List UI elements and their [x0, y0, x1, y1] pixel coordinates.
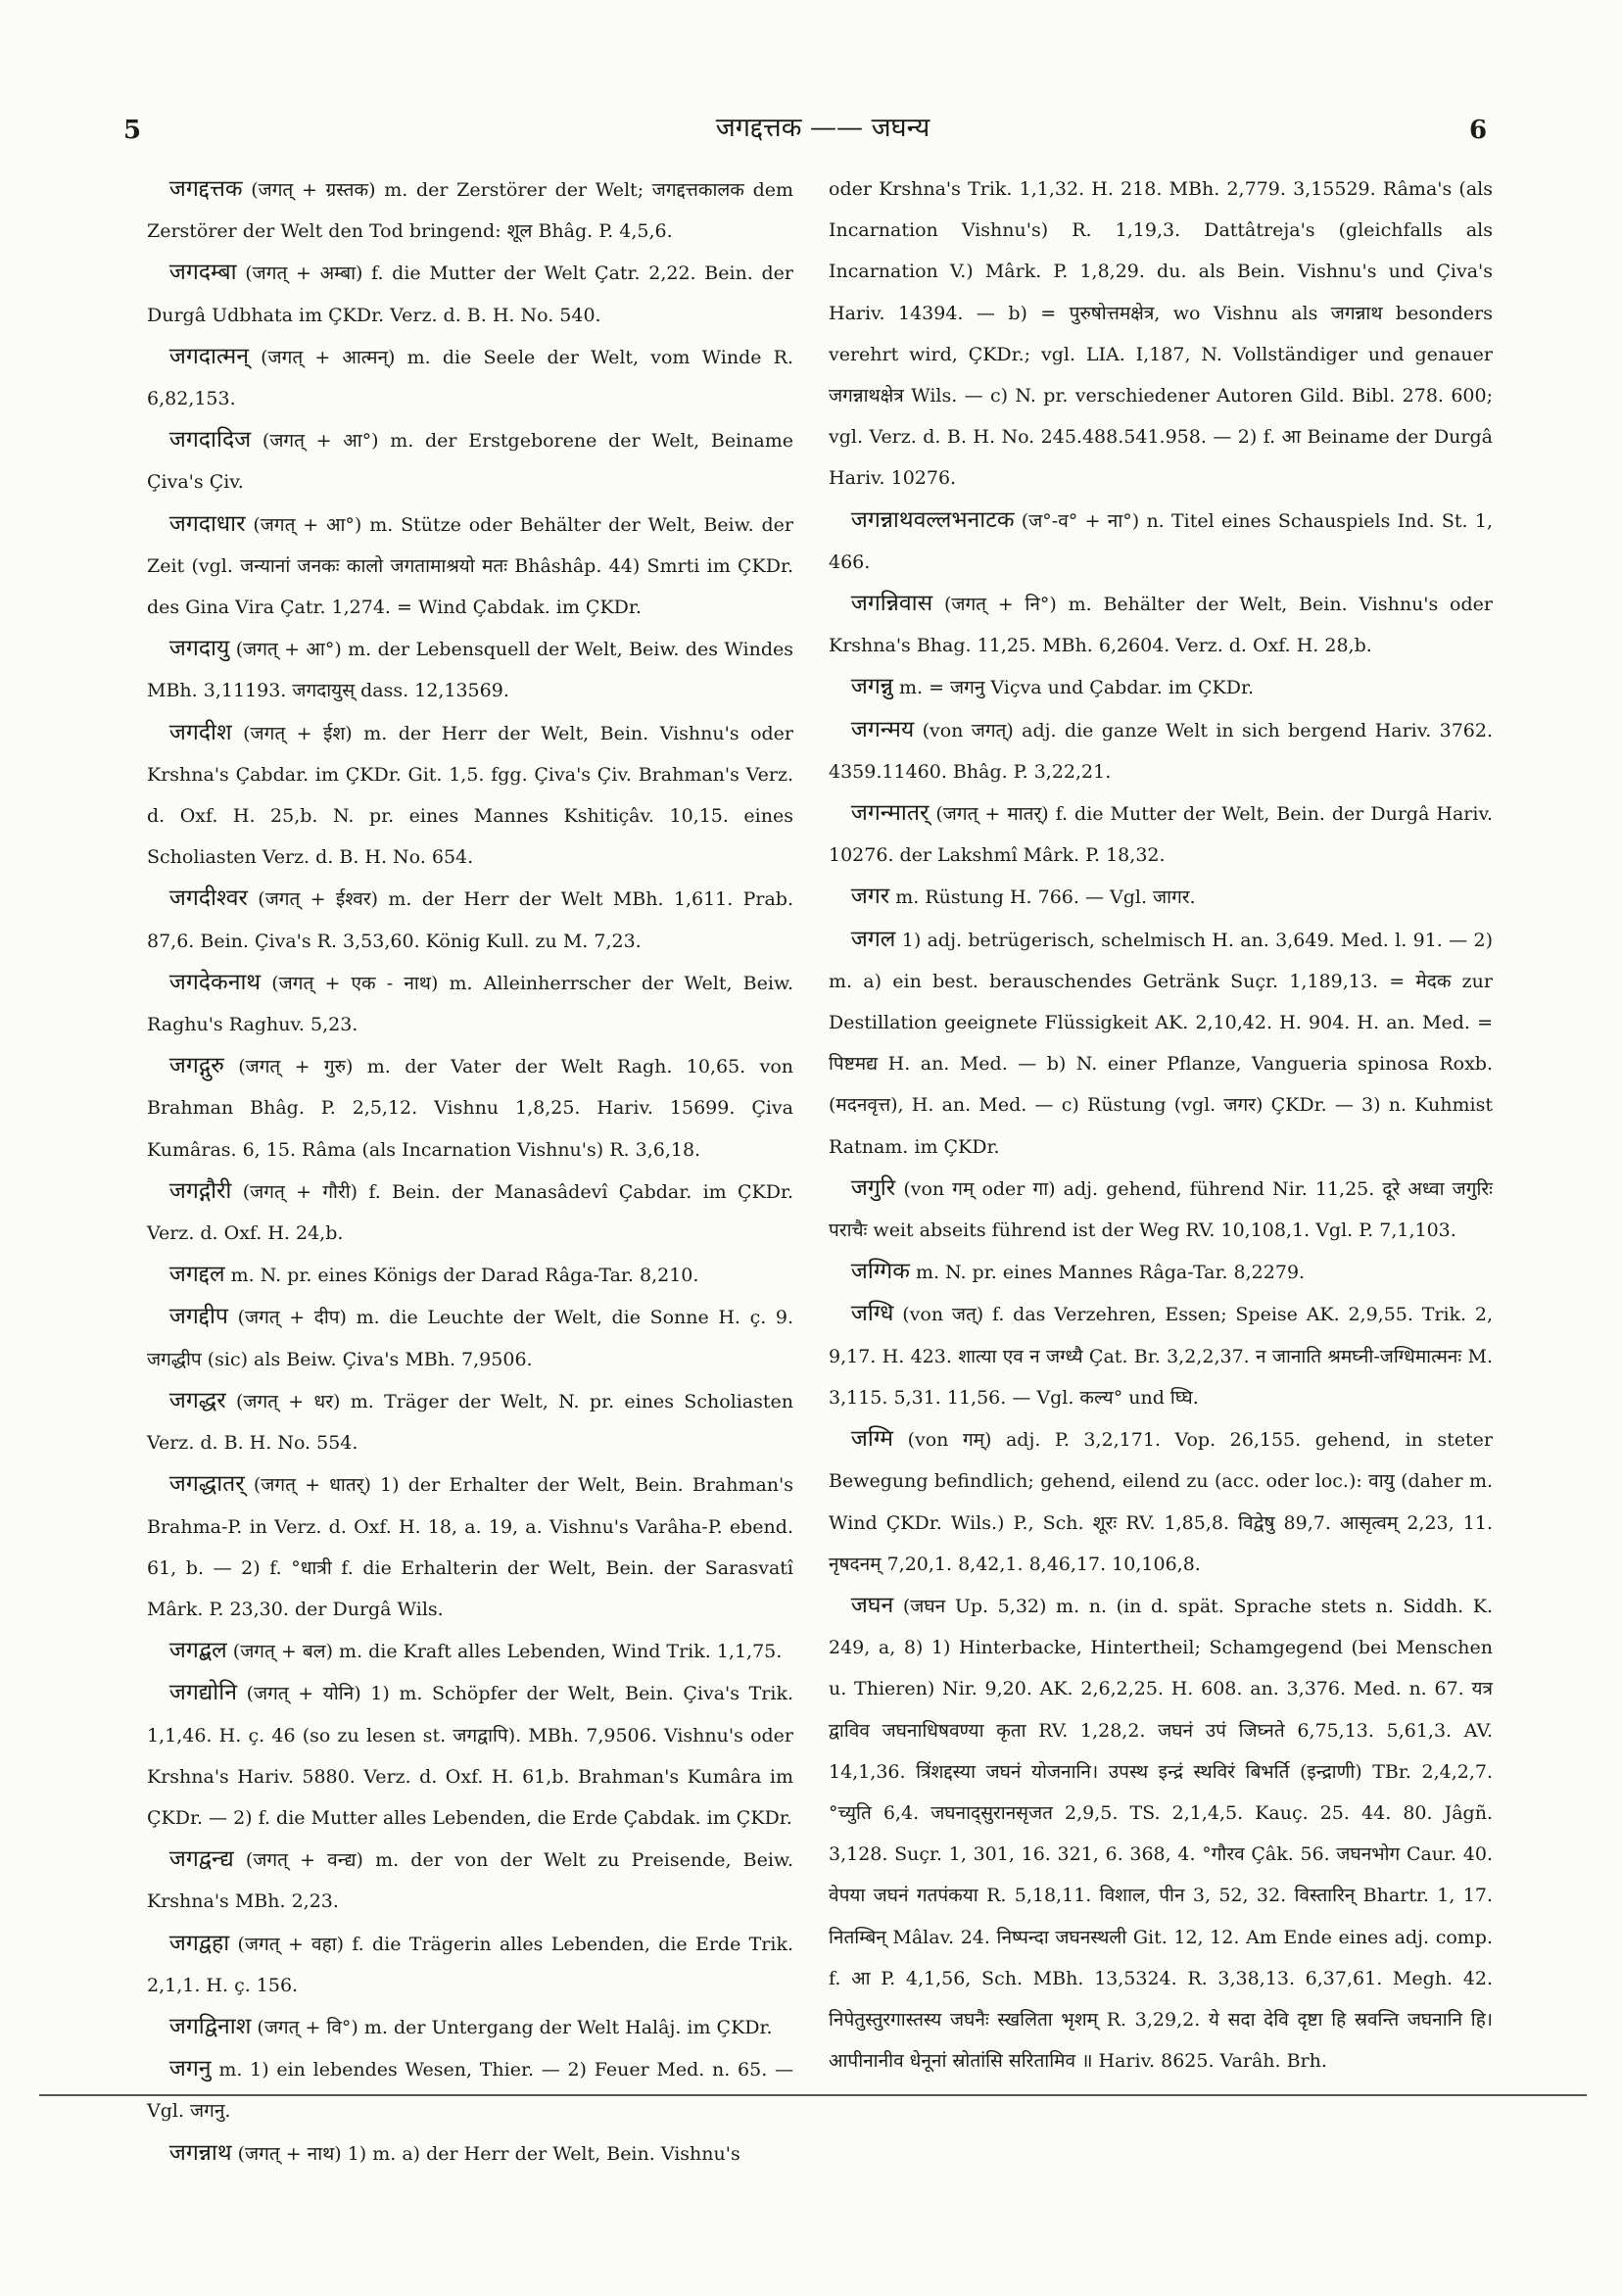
dictionary-entry	[147, 1171, 793, 1254]
entry-definition: (जगत् + गुरु) m. der Vater der Welt Ragh. 10,65. von Brahman Bhâg. P. 2,5,12. Vishnu 1,8,25. Hariv. 15699. Çiva Kumâras. 6, 15. Râma (als Incarnation Vishnu's) R. 3,6,18.	[147, 1056, 793, 1161]
entry-headword: जगन्नाथवल्लभनाटक	[850, 506, 1015, 533]
entry-definition: m. = जगनु Viçva und Çabdar. im ÇKDr.	[898, 677, 1255, 699]
dictionary-entry	[147, 419, 793, 502]
dictionary-entry	[829, 1418, 1493, 1585]
entry-headword: जगदादिज	[168, 427, 252, 454]
right-page-number: 6	[1469, 116, 1488, 145]
bottom-rule	[39, 2094, 1587, 2096]
entry-definition: (जगत् + धर) m. Träger der Welt, N. pr. eines Scholiasten Verz. d. B. H. No. 554.	[147, 1390, 793, 1455]
entry-headword: जगद्वहा	[168, 1930, 230, 1956]
entry-definition: (जगत् + आ°) m. Stütze oder Behälter der Welt, Beiw. der Zeit (vgl. जन्यानां जनकः कालो जगतामाश्रयो मतः Bhâshâp. 44) Smrti im ÇKDr. des Gina Vira Çatr. 1,274. = Wind Çabdak. im ÇKDr.	[147, 513, 793, 619]
entry-headword: जगन्मातर्	[850, 800, 930, 827]
entry-headword: जगन्नाथ	[168, 2139, 232, 2166]
entry-definition: (जगत् + वहा) f. die Trägerin alles Lebenden, die Erde Trik. 2,1,1. H. ç. 156.	[147, 1933, 793, 1996]
entry-headword: जगर	[850, 884, 890, 910]
entry-headword: जग्धि	[850, 1301, 894, 1327]
dictionary-entry	[147, 1380, 793, 1463]
entry-definition: (जगत् + ईश्वर) m. der Herr der Welt MBh. 1,611. Prab. 87,6. Bein. Çiva's R. 3,53,60. König Kull. zu M. 7,23.	[147, 888, 793, 952]
dictionary-entry	[829, 919, 1493, 1168]
entry-definition: (जगत् + अम्बा) f. die Mutter der Welt Çatr. 2,22. Bein. der Durgâ Udbhata im ÇKDr. Verz. d. B. H. No. 540.	[147, 263, 793, 326]
entry-headword: जगन्निवास	[850, 591, 933, 617]
left-page-number: 5	[123, 116, 142, 145]
dictionary-entry	[829, 876, 1493, 918]
entry-definition: (जगत् + धातर्) 1) der Erhalter der Welt, Bein. Brahman's Brahma-P. in Verz. d. Oxf. H. 18, a. 19, a. Vishnu's Varâha-P. ebend. 61, b. — 2) f. °धात्री f. die Erhalterin der Welt, Bein. der Sarasvatî Mârk. P. 23,30. der Durgâ Wils.	[147, 1474, 793, 1620]
dictionary-entry	[147, 1045, 793, 1171]
entry-headword: जग्मि	[850, 1426, 894, 1453]
entry-headword: जगदम्बा	[168, 260, 237, 286]
entry-definition: m. Rüstung H. 766. — Vgl. जागर.	[895, 886, 1196, 909]
entry-headword: जगनु	[168, 2056, 212, 2082]
entry-headword: जगद्दीप	[168, 1304, 228, 1330]
entry-headword: जगद्धर	[168, 1387, 226, 1413]
dictionary-entry	[829, 1585, 1493, 2081]
entry-definition: (जगत् + गौरी) f. Bein. der Manasâdevî Çabdar. im ÇKDr. Verz. d. Oxf. H. 24,b.	[147, 1180, 793, 1245]
entry-definition: (जगत् + वन्द्य) m. der von der Welt zu Preisende, Beiw. Krshna's MBh. 2,23.	[147, 1849, 793, 1913]
entry-headword: जगदाधार	[168, 510, 246, 537]
entry-definition: (जगत् + मातर्) f. die Mutter der Welt, Bein. der Durgâ Hariv. 10276. der Lakshmî Mârk. P. 18,32.	[829, 803, 1493, 867]
dictionary-entry	[147, 1463, 793, 1630]
entry-definition: (जगत् + आत्मन्) m. die Seele der Welt, vom Winde R. 6,82,153.	[147, 346, 793, 410]
entry-headword: जगदात्मन्	[168, 343, 249, 369]
dictionary-entry	[147, 336, 793, 419]
entry-definition: (von गम् oder गा) adj. gehend, führend Nir. 11,25. दूरे अध्वा जगुरिः पराचैः weit abseits führend ist der Weg RV. 10,108,1. Vgl. P. 7,1,103.	[829, 1177, 1493, 1242]
dictionary-entry	[829, 1251, 1493, 1293]
entry-headword: जगदीश्वर	[168, 885, 248, 912]
entry-headword: जगदेकनाथ	[168, 969, 262, 995]
entry-headword: जगद्बल	[168, 1638, 227, 1664]
dictionary-entry	[147, 1254, 793, 1296]
entry-definition: (जगत् + दीप) m. die Leuchte der Welt, die Sonne H. ç. 9. जगद्धीप (sic) als Beiw. Çiva's MBh. 7,9506.	[147, 1307, 793, 1370]
entry-definition: (जगत् + नाथ) 1) m. a) der Herr der Welt, Bein. Vishnu's	[237, 2142, 740, 2165]
dictionary-entry	[147, 2132, 793, 2175]
entry-definition: m. N. pr. eines Mannes Râga-Tar. 8,2279.	[915, 1262, 1306, 1284]
dictionary-entry	[147, 1296, 793, 1379]
dictionary-entry	[147, 962, 793, 1045]
dictionary-entry	[147, 168, 793, 252]
left-column	[147, 168, 793, 2175]
dictionary-entry	[147, 878, 793, 961]
dictionary-entry	[147, 628, 793, 711]
entry-definition: (जगत् + नि°) m. Behälter der Welt, Bein. Vishnu's oder Krshna's Bhag. 11,25. MBh. 6,2604. Verz. d. Oxf. H. 28,b.	[829, 594, 1493, 657]
entry-definition: (जघन Up. 5,32) m. n. (in d. spät. Sprache stets n. Siddh. K. 249, a, 8) 1) Hinterbacke, Hintertheil; Schamgegend (bei Menschen u. Thieren) Nir. 9,20. AK. 2,6,2,25. H. 608. an. 3,376. Med. n. 67. यत्र द्वाविव जघनाधिषवण्या कृता RV. 1,28,2. जघनं उपं जिघ्नते 6,75,13. 5,61,3. AV. 14,1,36. त्रिंशद्दस्या जघनं योजनानि। उपस्थ इन्द्रं स्थविरं बिभर्ति (इन्द्राणी) TBr. 2,4,2,7. °च्युति 6,4. जघनाद्सुरानसृजत 2,9,5. TS. 2,1,4,5. Kauç. 25. 44. 80. Jâgñ. 3,128. Suçr. 1, 301, 16. 321, 6. 368, 4. °गौरव Çâk. 56. जघनभोग Caur. 40. वेपया जघनं गतपंकया R. 5,18,11. विशाल, पीन 3, 52, 32. विस्तारिन् Bhartr. 1, 17. नितम्बिन् Mâlav. 24. निष्पन्दा जघनस्थली Git. 12, 12. Am Ende eines adj. comp. f. आ P. 4,1,56, Sch. MBh. 13,5324. R. 3,38,13. 6,37,61. Megh. 42. निपेतुस्तुरगास्तस्य जघनैः स्खलिता भृशम् R. 3,29,2. ये सदा देवि दृष्टा हि स्रवन्ति जघनानि हि। आपीनानीव धेनूनां स्रोतांसि सरितामिव ॥ Hariv. 8625. Varâh. Brh.	[829, 1595, 1493, 2073]
entry-definition: (von जत्) f. das Verzehren, Essen; Speise AK. 2,9,55. Trik. 2, 9,17. H. 423. शात्या एव न जग्ध्यै Çat. Br. 3,2,2,37. न जानाति श्रमघ्नी-जग्धिमात्मनः M. 3,115. 5,31. 11,56. — Vgl. कल्य° und घ्घि.	[829, 1304, 1493, 1409]
entry-definition: (जगत् + बल) m. die Kraft alles Lebenden, Wind Trik. 1,1,75.	[232, 1641, 783, 1663]
entry-headword: जगद्विनाश	[168, 2013, 252, 2039]
dictionary-entry	[829, 792, 1493, 876]
entry-definition: m. 1) ein lebendes Wesen, Thier. — 2) Feuer Med. n. 65. — Vgl. जगनु.	[147, 2059, 793, 2123]
dictionary-entry	[147, 712, 793, 879]
entry-headword: जगदीश	[168, 719, 232, 745]
dictionary-entry	[829, 1168, 1493, 1251]
entry-headword: जग्गिक	[850, 1259, 910, 1285]
dictionary-entry	[829, 168, 1493, 500]
entry-definition: (जगत् + एक - नाथ) m. Alleinherrscher der Welt, Beiw. Raghu's Raghuv. 5,23.	[147, 972, 793, 1036]
entry-definition: (जगत् + योनि) 1) m. Schöpfer der Welt, Bein. Çiva's Trik. 1,1,46. H. ç. 46 (so zu lesen st. जगद्वापि). MBh. 7,9506. Vishnu's oder Krshna's Hariv. 5880. Verz. d. Oxf. H. 61,b. Brahman's Kumâra im ÇKDr. — 2) f. die Mutter alles Lebenden, die Erde Çabdak. im ÇKDr.	[147, 1683, 793, 1829]
dictionary-entry	[147, 1839, 793, 1922]
dictionary-entry	[829, 500, 1493, 583]
entry-headword: जगद्योनि	[168, 1680, 237, 1706]
entry-headword: जगद्गौरी	[168, 1177, 232, 1204]
entry-definition: oder Krshna's Trik. 1,1,32. H. 218. MBh. 2,779. 3,15529. Râma's (als Incarnation Vishnu's) R. 1,19,3. Dattâtreja's (gleichfalls als Incarnation V.) Mârk. P. 1,8,29. du. als Bein. Vishnu's und Çiva's Hariv. 14394. — b) = पुरुषोत्तमक्षेत्र, wo Vishnu als जगन्नाथ besonders verehrt wird, ÇKDr.; vgl. LIA. I,187, N. Vollständiger und genauer जगन्नाथक्षेत्र Wils. — c) N. pr. verschiedener Autoren Gild. Bibl. 278. 600; vgl. Verz. d. B. H. No. 245.488.541.958. — 2) f. आ Beiname der Durgâ Hariv. 10276.	[829, 178, 1493, 490]
entry-definition: (von जगत्) adj. die ganze Welt in sich bergend Hariv. 3762. 4359.11460. Bhâg. P. 3,22,21.	[829, 719, 1494, 783]
entry-headword: जगद्दत्तक	[168, 176, 243, 202]
right-column	[829, 168, 1493, 2081]
entry-headword: जगुरि	[850, 1174, 896, 1201]
entry-definition: (जगत् + आ°) m. der Erstgeborene der Welt, Beiname Çiva's Çiv.	[147, 430, 793, 494]
entry-headword: जघन	[850, 1592, 894, 1618]
entry-definition: (जगत् + ईश) m. der Herr der Welt, Bein. Vishnu's oder Krshna's Çabdar. im ÇKDr. Git. 1,5. fgg. Çiva's Çiv. Brahman's Verz. d. Oxf. H. 25,b. N. pr. eines Mannes Kshitiçâv. 10,15. eines Scholiasten Verz. d. B. H. No. 654.	[147, 722, 794, 869]
entry-definition: (ज°-व° + ना°) n. Titel eines Schauspiels Ind. St. 1, 466.	[829, 509, 1493, 573]
dictionary-entry	[147, 1923, 793, 2006]
dictionary-entry	[147, 252, 793, 335]
entry-headword: जगल	[850, 926, 896, 952]
dictionary-entry	[147, 503, 793, 629]
entry-headword: जगद्धातर्	[168, 1471, 245, 1498]
dictionary-entry	[147, 1630, 793, 1672]
entry-headword: जगन्मय	[850, 716, 915, 742]
entry-definition: m. N. pr. eines Königs der Darad Râga-Tar. 8,210.	[230, 1265, 699, 1287]
entry-definition: (von गम्) adj. P. 3,2,171. Vop. 26,155. gehend, in steter Bewegung befindlich; gehend, eilend zu (acc. oder loc.): वायु (daher m. Wind ÇKDr. Wils.) P., Sch. शूरः RV. 1,85,8. विद्वेषु 89,7. आसृत्वम् 2,23, 11. नृषदनम् 7,20,1. 8,42,1. 8,46,17. 10,106,8.	[829, 1429, 1493, 1575]
dictionary-entry	[147, 2006, 793, 2048]
dictionary-entry	[829, 666, 1493, 708]
entry-definition: 1) adj. betrügerisch, schelmisch H. an. 3,649. Med. l. 91. — 2) m. a) ein best. berauschendes Getränk Suçr. 1,189,13. = मेदक zur Destillation geeignete Flüssigkeit AK. 2,10,42. H. 904. H. an. Med. = पिष्टमद्य H. an. Med. — b) N. einer Pflanze, Vangueria spinosa Roxb. (मदनवृत्त), H. an. Med. — c) Rüstung (vgl. जगर) ÇKDr. — 3) n. Kuhmist Ratnam. im ÇKDr.	[829, 929, 1493, 1158]
dictionary-entry	[829, 709, 1493, 792]
entry-definition: (जगत् + वि°) m. der Untergang der Welt Halâj. im ÇKDr.	[257, 2016, 773, 2038]
entry-headword: जगदायु	[168, 636, 230, 662]
entry-headword: जगद्दल	[168, 1262, 225, 1288]
dictionary-entry	[147, 1672, 793, 1839]
dictionary-entry	[829, 583, 1493, 666]
entry-headword: जगन्नु	[850, 674, 893, 700]
entry-headword: जगद्वन्द्य	[168, 1846, 234, 1873]
dictionary-entry	[829, 1293, 1493, 1418]
running-head: जगद्दत्तक —— जघन्य	[715, 113, 930, 143]
entry-definition: (जगत् + ग्रस्तक) m. der Zerstörer der Welt; जगद्दत्तकालक dem Zerstörer der Welt den Tod bringend: शूल Bhâg. P. 4,5,6.	[147, 179, 794, 243]
dictionary-entry	[147, 2048, 793, 2131]
entry-definition: (जगत् + आ°) m. der Lebensquell der Welt, Beiw. des Windes MBh. 3,11193. जगदायुस् dass. 12,13569.	[147, 639, 793, 702]
entry-headword: जगद्गुरु	[168, 1053, 224, 1079]
